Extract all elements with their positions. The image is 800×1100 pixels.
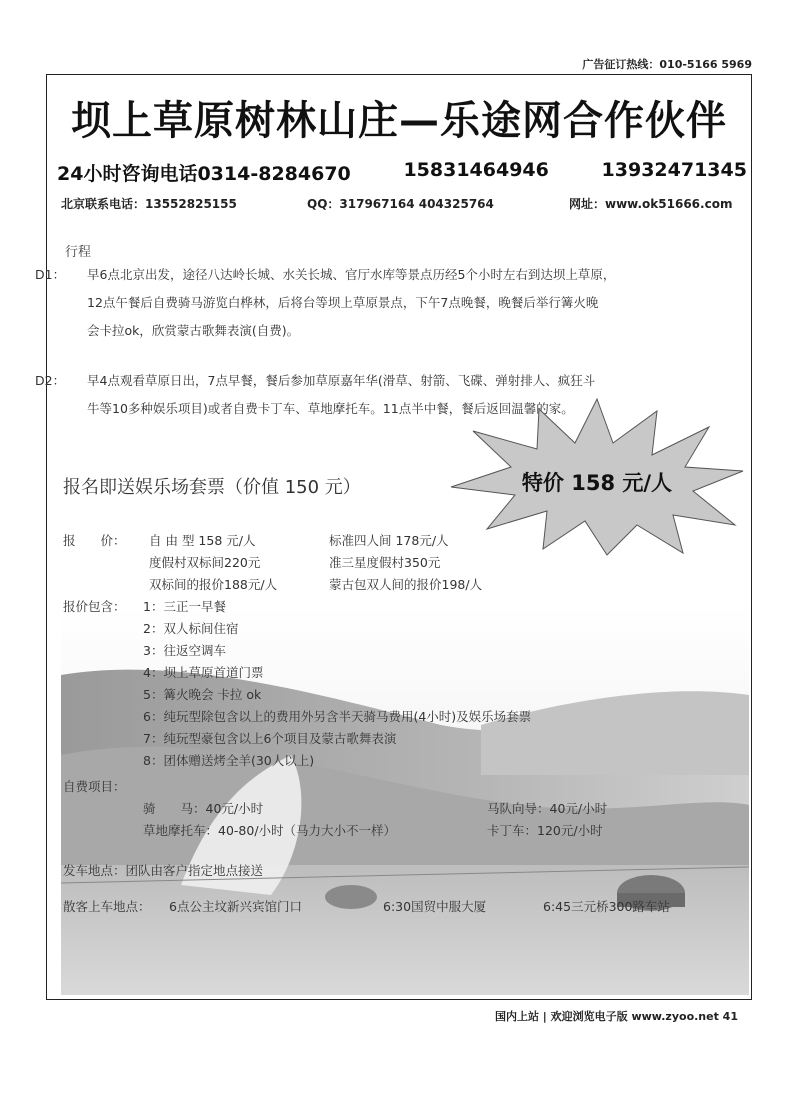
pricing-label: 报 价： <box>63 533 126 548</box>
includes-label: 报价包含： <box>63 599 126 614</box>
day-2-line-2: 牛等10多种娱乐项目)或者自费卡丁车、草地摩托车。11点半中餐，餐后返回温馨的家。 <box>87 401 574 416</box>
pickup-stop-1: 6点公主坟新兴宾馆门口 <box>169 899 302 914</box>
phone-number-1: 0314-8284670 <box>197 163 351 185</box>
departure-text: 发车地点：团队由客户指定地点接送 <box>63 863 264 878</box>
day-1-line-1: 早6点北京出发，途径八达岭长城、水关长城、官厅水库等景点历经5个小时左右到达坝上草原， <box>87 267 616 282</box>
pickup-stop-3: 6:45三元桥300路车站 <box>543 899 670 914</box>
include-item: 7：纯玩型豪包含以上6个项目及蒙古歌舞表演 <box>143 731 397 746</box>
price-twin-room: 双标间的报价188元/人 <box>149 577 278 592</box>
include-item: 4：坝上草原首道门票 <box>143 665 264 680</box>
pickup-stop-2: 6:30国贸中服大厦 <box>383 899 487 914</box>
price-resort-twin: 度假村双标间220元 <box>149 555 261 570</box>
day-2-line-1: 早4点观看草原日出，7点早餐，餐后参加草原嘉年华(滑草、射箭、飞碟、弹射排人、疯狂斗 <box>87 373 596 388</box>
phone-number-3: 13932471345 <box>601 159 747 181</box>
price-yurt-twin: 蒙古包双人间的报价198/人 <box>329 577 483 592</box>
ad-hotline: 广告征订热线：010-5166 5969 <box>582 58 752 71</box>
day-1-line-2: 12点午餐后自费骑马游览白桦林，后将台等坝上草原景点，下午7点晚餐，晚餐后举行篝火晚 <box>87 295 599 310</box>
include-item: 2：双人标间住宿 <box>143 621 239 636</box>
website: 网址：www.ok51666.com <box>569 197 733 211</box>
phone-label: 24小时咨询电话 <box>57 163 198 185</box>
pickup-label: 散客上车地点： <box>63 899 151 914</box>
day-1-label: D1： <box>35 267 66 282</box>
price-3star-resort: 准三星度假村350元 <box>329 555 441 570</box>
price-quad-room: 标准四人间 178元/人 <box>329 533 449 548</box>
day-1-line-3: 会卡拉ok，欣赏蒙古歌舞表演(自费)。 <box>87 323 300 338</box>
phone-row <box>57 159 747 186</box>
beijing-phone: 北京联系电话：13552825155 <box>61 197 237 211</box>
self-pay-kart: 卡丁车：120元/小时 <box>487 823 603 838</box>
include-item: 3：往返空调车 <box>143 643 226 658</box>
day-2-label: D2： <box>35 373 66 388</box>
self-pay-label: 自费项目： <box>63 779 126 794</box>
self-pay-horse: 骑 马：40元/小时 <box>143 801 264 816</box>
phone-number-2: 15831464946 <box>403 159 549 181</box>
ad-frame <box>35 74 752 1000</box>
headline: 坝上草原树林山庄—乐途网合作伙伴 <box>71 98 727 144</box>
itinerary-title: 行程 <box>65 245 92 260</box>
price-free-type: 自 由 型 158 元/人 <box>149 533 256 548</box>
special-price: 特价 158 元/人 <box>521 471 673 495</box>
include-item: 8：团体赠送烤全羊(30人以上) <box>143 753 315 768</box>
include-item: 1：三正一早餐 <box>143 599 226 614</box>
self-pay-guide: 马队向导：40元/小时 <box>487 801 608 816</box>
page-footer: 国内上站 | 欢迎浏览电子版 www.zyoo.net 41 <box>494 1010 738 1023</box>
qq-numbers: QQ：317967164 404325764 <box>307 197 494 211</box>
include-item: 6：纯玩型除包含以上的费用外另含半天骑马费用(4小时)及娱乐场套票 <box>143 709 532 724</box>
phone-label-and-first <box>57 159 351 186</box>
day-1 <box>35 261 741 345</box>
include-item: 5：篝火晚会 卡拉 ok <box>143 687 262 702</box>
promo-text: 报名即送娱乐场套票（价值 150 元） <box>63 477 361 498</box>
self-pay-atv: 草地摩托车：40-80/小时（马力大小不一样） <box>143 823 397 838</box>
